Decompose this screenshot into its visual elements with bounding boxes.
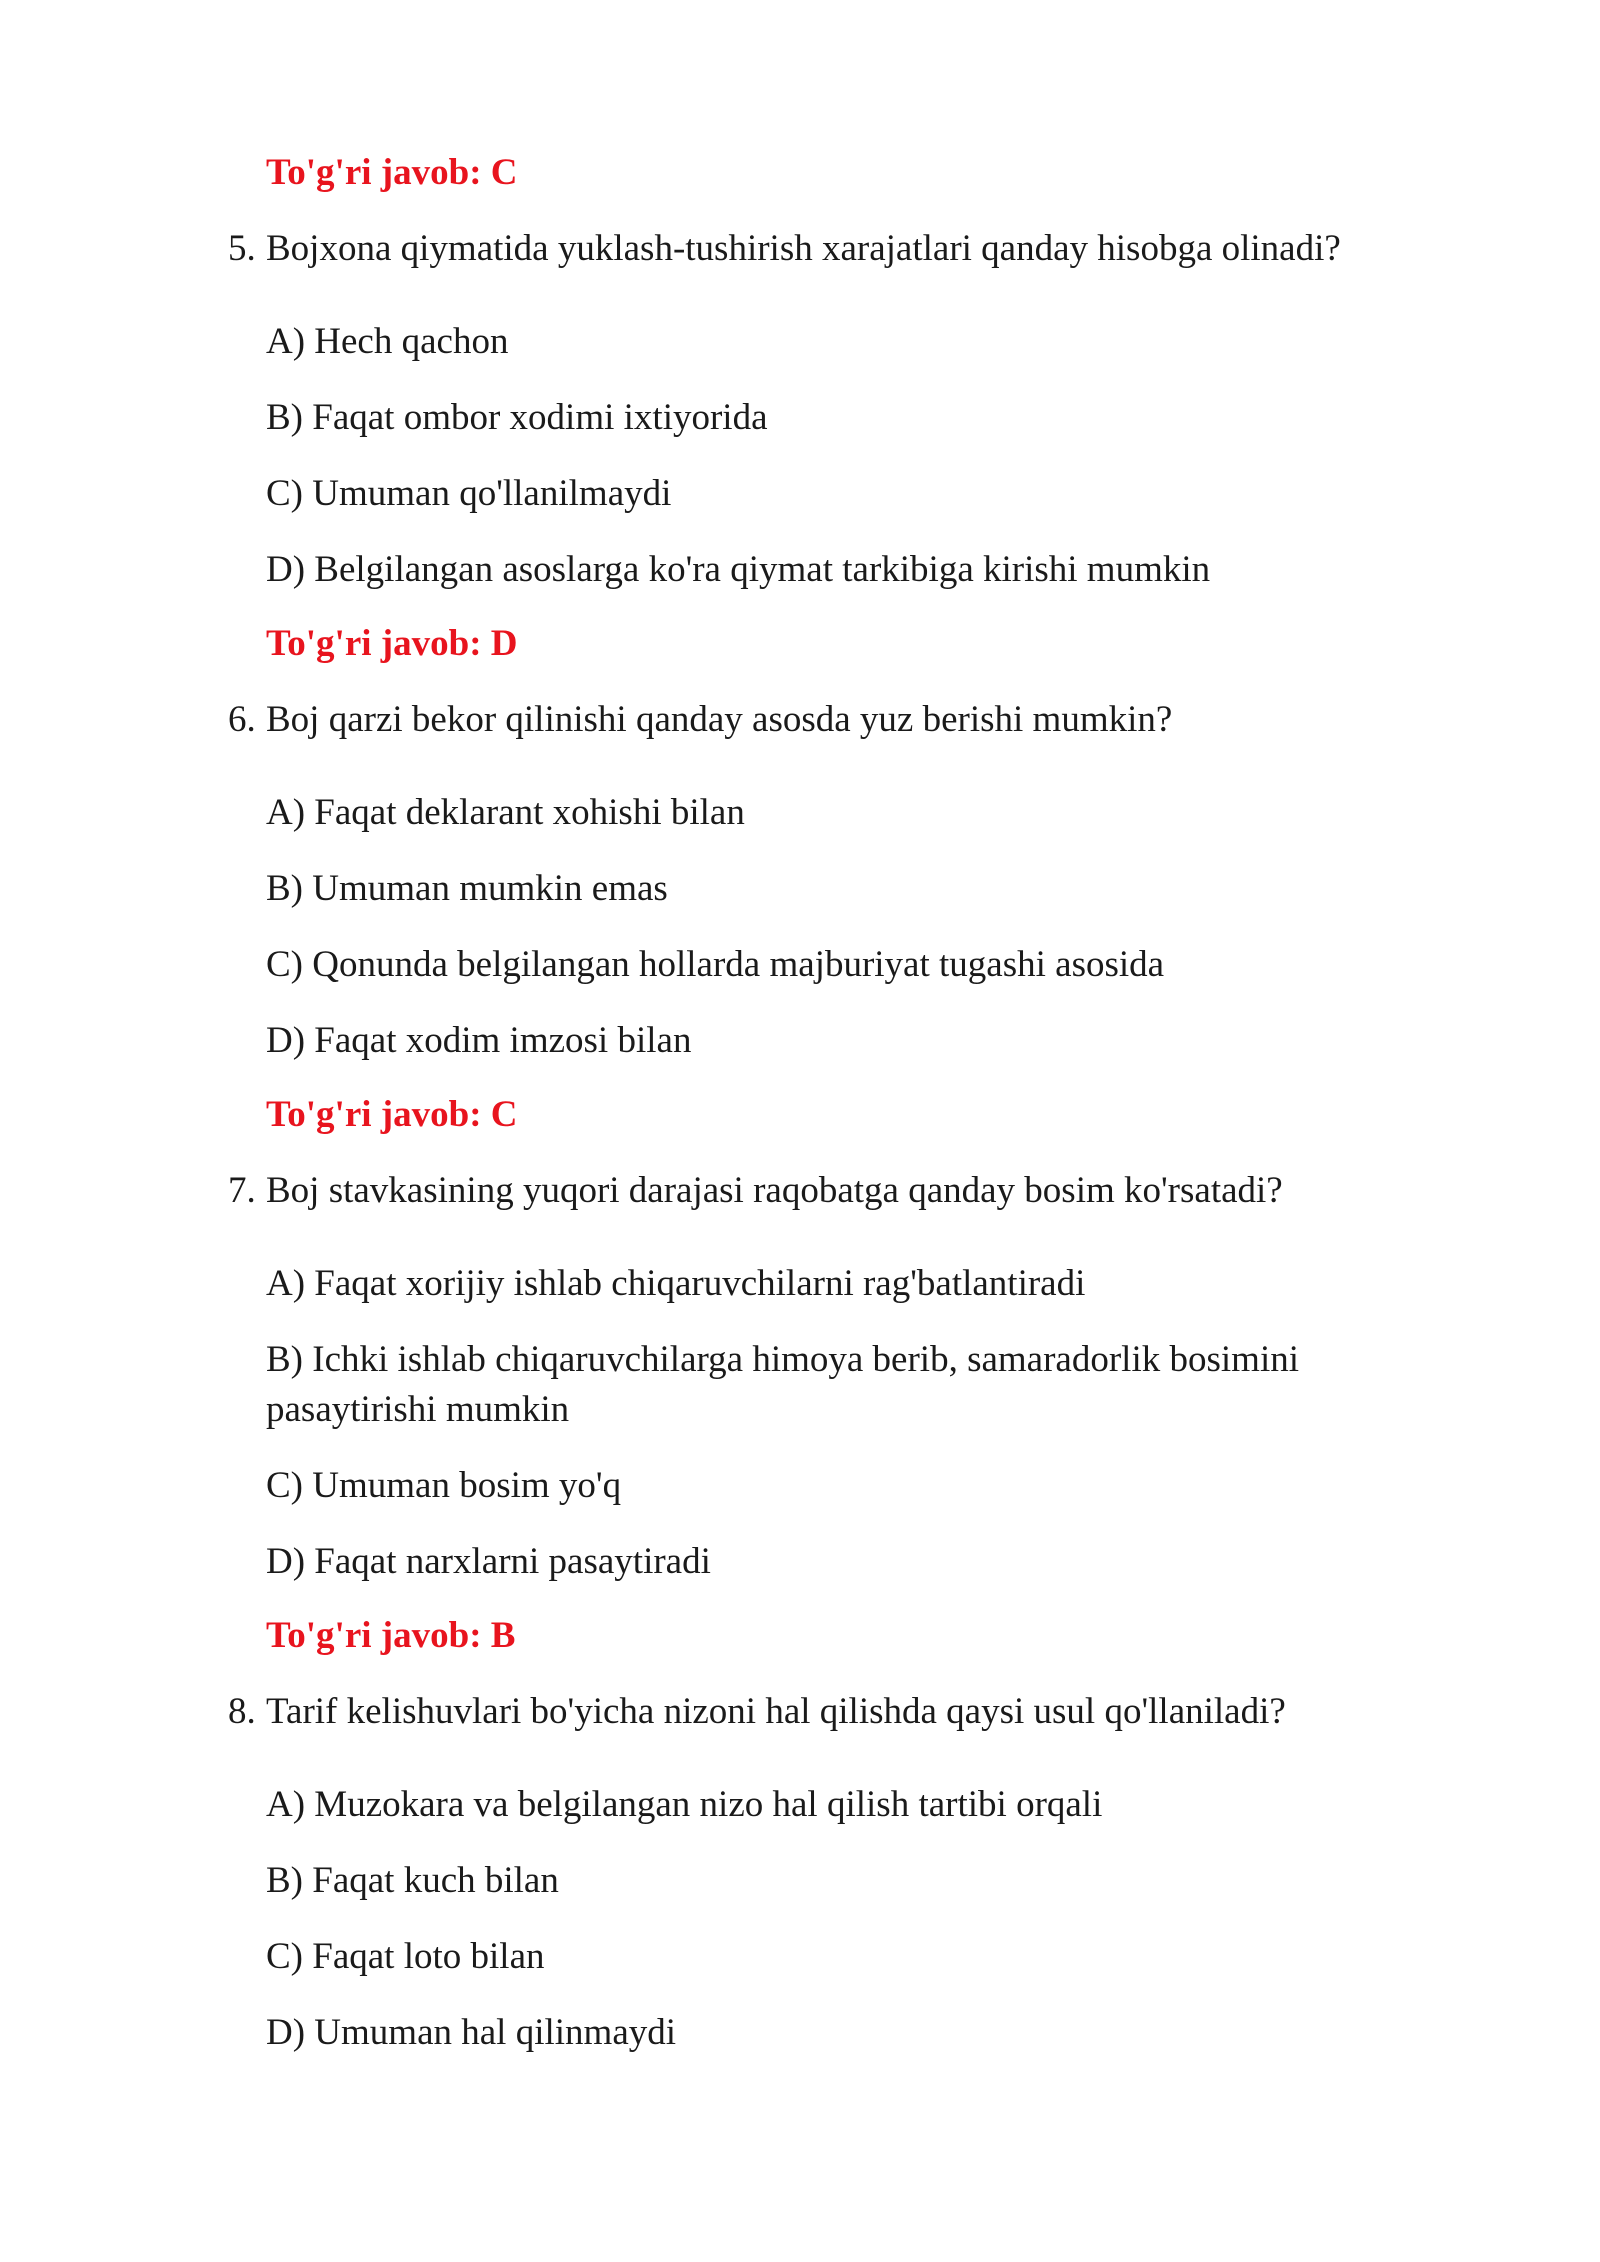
question-text: Bojxona qiymatida yuklash-tushirish xarajatlari qanday hisobga olinadi? — [266, 228, 1341, 269]
question — [228, 1689, 1378, 1735]
question — [228, 226, 1378, 272]
question-text: Boj qarzi bekor qilinishi qanday asosda yuz berishi mumkin? — [266, 699, 1173, 740]
question — [228, 697, 1378, 743]
answer-option: A) Faqat deklarant xohishi bilan — [266, 792, 745, 833]
quiz-content — [228, 150, 1378, 2084]
question-block — [228, 226, 1378, 667]
answer-option: A) Hech qachon — [266, 321, 509, 362]
answer-option: B) Umuman mumkin emas — [266, 868, 668, 909]
answer-option: D) Faqat xodim imzosi bilan — [266, 1020, 692, 1061]
answer-option: C) Umuman bosim yo'q — [266, 1465, 622, 1506]
question-number: 5. — [228, 228, 256, 269]
answer-option: C) Qonunda belgilangan hollarda majburiyat tugashi asosida — [266, 944, 1165, 985]
question-number: 8. — [228, 1691, 256, 1732]
question-text: Tarif kelishuvlari bo'yicha nizoni hal qilishda qaysi usul qo'llaniladi? — [266, 1691, 1286, 1732]
correct-answer-label: To'g'ri javob: C — [266, 1094, 518, 1135]
answer-option: D) Belgilangan asoslarga ko'ra qiymat tarkibiga kirishi mumkin — [266, 549, 1211, 590]
answer-option: A) Muzokara va belgilangan nizo hal qilish tartibi orqali — [266, 1784, 1103, 1825]
question-block — [228, 697, 1378, 1138]
answer-option: B) Faqat ombor xodimi ixtiyorida — [266, 397, 768, 438]
answer-option: D) Faqat narxlarni pasaytiradi — [266, 1541, 711, 1582]
correct-answer-label: To'g'ri javob: D — [266, 623, 518, 664]
answer-option: B) Faqat kuch bilan — [266, 1860, 559, 1901]
question-block — [228, 1168, 1378, 1659]
question-number: 6. — [228, 699, 256, 740]
correct-answer-label: To'g'ri javob: B — [266, 1615, 516, 1656]
question — [228, 1168, 1378, 1214]
answer-option: C) Umuman qo'llanilmaydi — [266, 473, 672, 514]
answer-option: B) Ichki ishlab chiqaruvchilarga himoya berib, samaradorlik bosimini pasaytirishi mumkin — [266, 1339, 1300, 1430]
correct-answer-label: To'g'ri javob: C — [266, 152, 518, 193]
question-text: Boj stavkasining yuqori darajasi raqobatga qanday bosim ko'rsatadi? — [266, 1170, 1283, 1211]
answer-option: C) Faqat loto bilan — [266, 1936, 545, 1977]
question-block — [228, 1689, 1378, 2058]
answer-option: A) Faqat xorijiy ishlab chiqaruvchilarni rag'batlantiradi — [266, 1263, 1086, 1304]
answer-option: D) Umuman hal qilinmaydi — [266, 2012, 677, 2053]
question-number: 7. — [228, 1170, 256, 1211]
